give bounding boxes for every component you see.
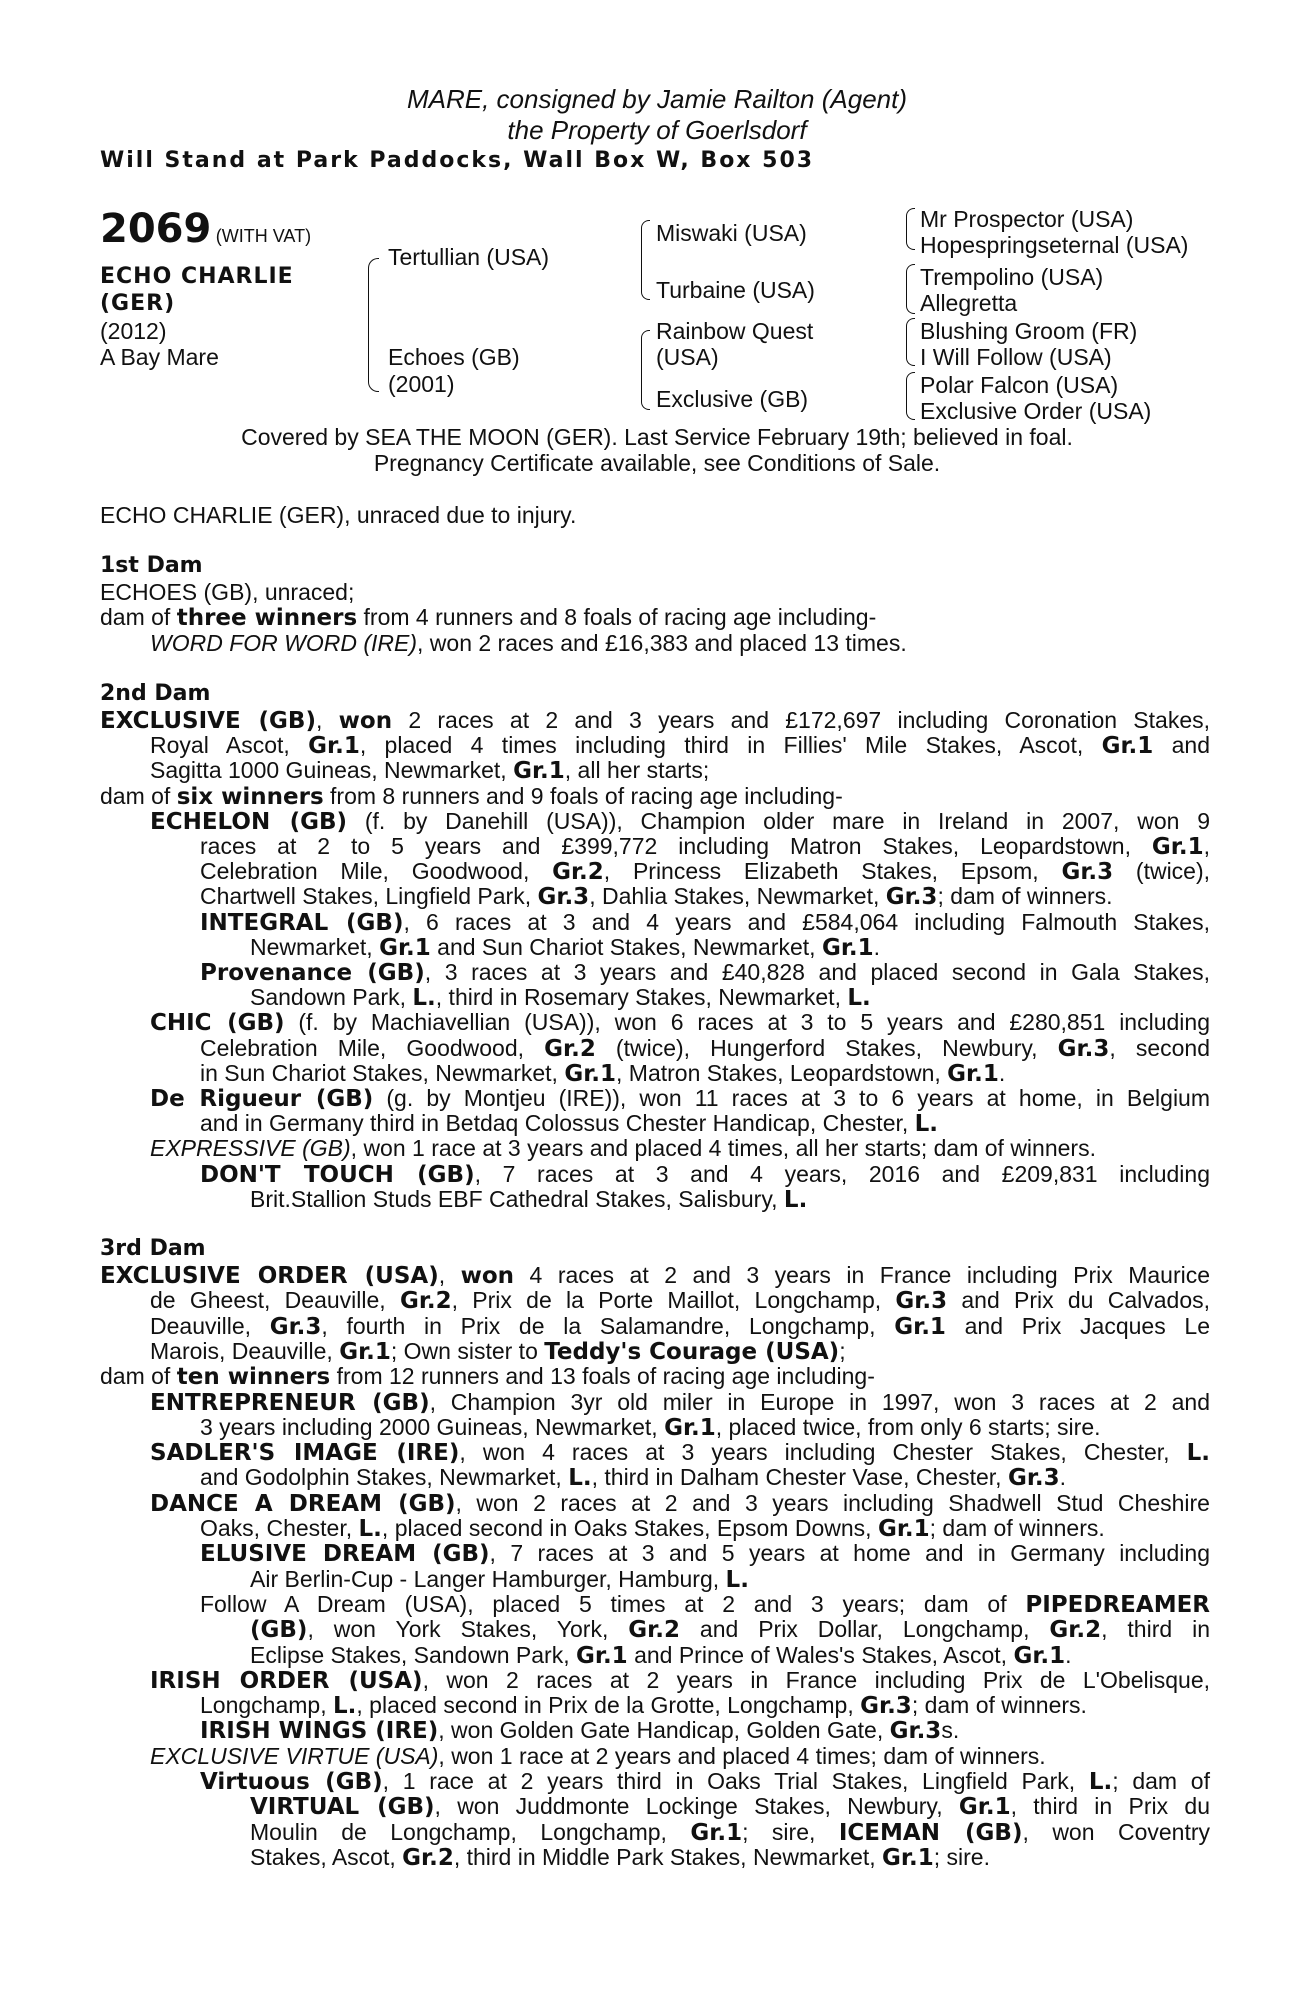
bold-run: Gr.3 <box>537 884 590 911</box>
text-run: dam of <box>100 1363 177 1390</box>
bold-run: SADLER'S IMAGE (IRE) <box>150 1440 460 1467</box>
second-dam-heading: 2nd Dam <box>100 681 211 706</box>
text-run: , placed twice, from only 6 starts; sire. <box>715 1413 1101 1440</box>
first-dam-produce <box>100 604 876 631</box>
text-run: and in Germany third in Betdaq Colossus Chester Handicap, Chester, <box>200 1110 915 1137</box>
bold-run: Gr.1 <box>379 934 431 961</box>
text-run: dam of <box>100 604 177 630</box>
bold-run: Gr.1 <box>958 1794 1011 1821</box>
text-run: (g. by Montjeu (IRE)), won 11 races at 3 to 6 years at home, in Belgium <box>373 1085 1211 1111</box>
text-run: , placed second in Oaks Stakes, Epsom Downs, <box>381 1515 878 1541</box>
bold-run: ten winners <box>176 1364 331 1391</box>
dam-name: Echoes (GB) <box>388 344 520 370</box>
bold-run: Virtuous (GB) <box>200 1769 383 1795</box>
pedigree-bracket-rainbow-quest <box>906 318 915 366</box>
second-dam-line <box>200 1060 1005 1087</box>
second-dam-line <box>150 808 1210 835</box>
third-dam-line <box>250 1642 1072 1669</box>
second-dam-line <box>200 833 1210 860</box>
text-run: ; dam of winners. <box>911 1692 1087 1719</box>
granddam-2: Exclusive (GB) <box>656 386 809 412</box>
text-run: , <box>438 1262 461 1288</box>
text-run: 3 years including 2000 Guineas, Newmarket, <box>200 1413 665 1440</box>
text-run: Celebration Mile, Goodwood, <box>200 1034 545 1061</box>
third-dam-line <box>150 1667 1210 1694</box>
great-grandparent-8: Exclusive Order (USA) <box>920 398 1152 424</box>
bold-run: L. <box>1186 1440 1210 1467</box>
bold-run: DON'T TOUCH (GB) <box>200 1161 475 1188</box>
great-grandparent-3: Trempolino (USA) <box>920 264 1104 290</box>
text-run: , third in <box>1101 1616 1210 1643</box>
second-dam-line <box>250 1186 807 1213</box>
great-grandparent-2: Hopespringseternal (USA) <box>920 232 1189 258</box>
third-dam-line <box>100 1363 875 1390</box>
second-dam-line <box>200 959 1210 986</box>
bold-run: Gr.3 <box>895 1288 948 1315</box>
text-run: , fourth in Prix de la Salamandre, Longchamp, <box>321 1312 895 1339</box>
third-dam-line <box>250 1844 990 1871</box>
bold-run: Gr.1 <box>947 1060 999 1087</box>
horse-description: A Bay Mare <box>100 344 219 370</box>
italic-run: EXCLUSIVE VIRTUE (USA) <box>150 1742 439 1769</box>
text-run: ; <box>839 1337 846 1364</box>
bold-run: Provenance (GB) <box>200 960 425 986</box>
third-dam-line <box>150 1313 1210 1340</box>
bold-run: Gr.1 <box>513 758 565 785</box>
third-dam-line <box>200 1540 1210 1567</box>
pedigree-bracket-exclusive <box>906 372 915 420</box>
bold-run: VIRTUAL (GB) <box>250 1794 435 1821</box>
text-run: and Godolphin Stakes, Newmarket, <box>200 1464 569 1491</box>
bold-run: ECHELON (GB) <box>150 808 348 835</box>
bold-run: Gr.2 <box>544 1035 596 1062</box>
bold-run: L. <box>1088 1769 1113 1795</box>
third-dam-line <box>200 1414 1101 1441</box>
pedigree-bracket-sire <box>641 220 650 300</box>
bold-run: six winners <box>176 783 324 810</box>
bold-run: Gr.3 <box>1007 1465 1060 1492</box>
third-dam-line <box>150 1287 1210 1314</box>
property-line: the Property of Goerlsdorf <box>507 115 807 145</box>
bold-run: Gr.2 <box>1049 1617 1102 1644</box>
text-run: , Princess Elizabeth Stakes, Epsom, <box>603 858 1062 885</box>
third-dam-line <box>200 1768 1210 1795</box>
text-run: ; dam of winners. <box>929 1515 1105 1541</box>
text-run: , all her starts; <box>564 757 710 784</box>
bold-run: ICEMAN (GB) <box>838 1819 1023 1846</box>
bold-run: Gr.1 <box>339 1338 391 1365</box>
bold-run: PIPEDREAMER <box>1025 1591 1210 1618</box>
bold-run: Gr.2 <box>402 1844 454 1871</box>
second-dam-line <box>150 1009 1210 1036</box>
text-run: from 8 runners and 9 foals of racing age including- <box>323 782 843 809</box>
text-run: Marois, Deauville, <box>150 1337 340 1364</box>
text-run: . <box>1059 1464 1067 1491</box>
second-dam-line <box>200 1110 938 1137</box>
bold-run: Teddy's Courage (USA) <box>544 1338 840 1365</box>
text-run: Sagitta 1000 Guineas, Newmarket, <box>150 757 514 784</box>
text-run: Celebration Mile, Goodwood, <box>200 858 553 885</box>
second-dam-line <box>150 1085 1210 1112</box>
second-dam-line <box>200 1035 1210 1062</box>
bold-run: Gr.1 <box>664 1414 716 1441</box>
bold-run: EXCLUSIVE (GB) <box>100 708 316 734</box>
third-dam-line <box>150 1439 1210 1466</box>
text-run: , Matron Stakes, Leopardstown, <box>616 1059 948 1086</box>
text-run: Longchamp, <box>200 1692 333 1719</box>
text-run: (twice), <box>1113 858 1211 885</box>
text-run: . <box>873 933 881 960</box>
text-run: , third in Middle Park Stakes, Newmarket, <box>453 1843 883 1870</box>
bold-run: Gr.1 <box>882 1844 934 1871</box>
second-dam-line <box>250 934 880 961</box>
text-run: de Gheest, Deauville, <box>150 1287 400 1314</box>
bold-run: Gr.3 <box>889 1718 942 1745</box>
text-run: ; dam of <box>1112 1768 1210 1794</box>
text-run: . <box>998 1059 1006 1086</box>
bold-run: Gr.1 <box>564 1060 617 1087</box>
text-run: (f. by Danehill (USA)), Champion older mare in Ireland in 2007, won 9 <box>347 807 1210 834</box>
third-dam-line <box>150 1743 1046 1770</box>
text-run: Sandown Park, <box>250 984 413 1011</box>
second-dam-line <box>250 984 871 1011</box>
bold-run: L. <box>568 1465 592 1492</box>
bold-run: (GB) <box>250 1617 308 1644</box>
bold-run: Gr.1 <box>894 1313 946 1340</box>
second-dam-line <box>150 757 709 784</box>
text-run: Oaks, Chester, <box>200 1515 359 1541</box>
bold-run: L. <box>725 1566 749 1593</box>
text-run: Chartwell Stakes, Lingfield Park, <box>200 883 538 910</box>
text-run: , won 2 races at 2 years in France including Prix de L'Obelisque, <box>422 1666 1211 1693</box>
bold-run: Gr.1 <box>576 1642 628 1669</box>
bold-run: ENTREPRENEUR (GB) <box>150 1389 430 1416</box>
text-run: and Sun Chariot Stakes, Newmarket, <box>430 933 822 960</box>
text-run: s. <box>941 1717 960 1744</box>
bold-run: Gr.1 <box>877 1516 930 1542</box>
second-dam-line <box>150 732 1210 759</box>
text-run: , won Juddmonte Lockinge Stakes, Newbury, <box>434 1793 959 1820</box>
text-run: and Prince of Wales's Stakes, Ascot, <box>627 1641 1014 1668</box>
bold-run: INTEGRAL (GB) <box>200 909 404 936</box>
text-run: and Prix Dollar, Longchamp, <box>679 1616 1050 1643</box>
text-run: and <box>1153 732 1211 759</box>
great-grandparent-1: Mr Prospector (USA) <box>920 206 1134 232</box>
text-run: , won Golden Gate Handicap, Golden Gate, <box>438 1717 890 1744</box>
text-run: , won 2 races at 2 and 3 years including Shadwell Stud Cheshire <box>455 1489 1210 1516</box>
bold-run: won <box>338 708 393 734</box>
text-run: , 6 races at 3 and 4 years and £584,064 including Falmouth Stakes, <box>403 908 1210 935</box>
text-run: , won 1 race at 2 years and placed 4 times; dam of winners. <box>438 1742 1046 1769</box>
third-dam-line <box>250 1819 1210 1846</box>
second-dam-line <box>200 858 1210 885</box>
bold-run: Gr.1 <box>1151 834 1204 860</box>
text-run: Brit.Stallion Studs EBF Cathedral Stakes, Salisbury, <box>250 1185 784 1212</box>
text-run: ; sire. <box>933 1843 990 1870</box>
text-run: , won 2 races and £16,383 and placed 13 times. <box>417 630 907 656</box>
bold-run: De Rigueur (GB) <box>150 1086 374 1112</box>
text-run: dam of <box>100 782 177 809</box>
text-run: and Prix Jacques Le <box>945 1312 1210 1339</box>
third-dam-line <box>250 1793 1210 1820</box>
text-run: , placed 4 times including third in Fillies' Mile Stakes, Ascot, <box>359 732 1102 759</box>
second-dam-line <box>150 1135 1096 1162</box>
text-run: , won Coventry <box>1022 1818 1211 1845</box>
first-dam-progeny <box>150 630 907 657</box>
italic-run: WORD FOR WORD (IRE) <box>150 630 418 656</box>
bold-run: Gr.1 <box>1101 733 1154 760</box>
vat-note: (WITH VAT) <box>215 226 312 246</box>
bold-run: Gr.3 <box>1057 1035 1110 1062</box>
bold-run: Gr.2 <box>628 1617 680 1644</box>
bold-run: Gr.3 <box>885 884 938 911</box>
first-dam-line: ECHOES (GB), unraced; <box>100 579 355 605</box>
text-run: ; dam of winners. <box>937 883 1113 910</box>
third-dam-line <box>200 1464 1066 1491</box>
text-run: in Sun Chariot Stakes, Newmarket, <box>200 1059 565 1086</box>
bold-run: Gr.3 <box>860 1693 912 1720</box>
horse-name: ECHO CHARLIE <box>100 264 294 289</box>
consignor-line: MARE, consigned by Jamie Railton (Agent) <box>406 84 907 114</box>
text-run: , Prix de la Porte Maillot, Longchamp, <box>451 1287 896 1314</box>
grandsire-1: Miswaki (USA) <box>656 220 807 246</box>
text-run: Deauville, <box>150 1312 270 1339</box>
text-run: , <box>1203 833 1210 859</box>
second-dam-line <box>100 707 1210 734</box>
text-run: . <box>1065 1641 1072 1668</box>
text-run: races at 2 to 5 years and £399,772 including Matron Stakes, Leopardstown, <box>200 833 1152 859</box>
third-dam-line <box>200 1692 1087 1719</box>
bold-run: Gr.3 <box>269 1313 322 1340</box>
bold-run: IRISH WINGS (IRE) <box>200 1718 439 1745</box>
pedigree-bracket-parents <box>368 258 379 392</box>
text-run: Royal Ascot, <box>150 732 309 759</box>
lot-number: 2069 <box>100 206 212 252</box>
grandsire-2: Rainbow Quest <box>656 318 814 344</box>
bold-run: Gr.2 <box>399 1288 452 1315</box>
great-grandparent-7: Polar Falcon (USA) <box>920 372 1119 398</box>
granddam-1: Turbaine (USA) <box>656 277 815 303</box>
second-dam-line <box>200 909 1210 936</box>
text-run: Eclipse Stakes, Sandown Park, <box>250 1641 576 1668</box>
text-run: ; sire, <box>742 1818 839 1845</box>
text-run: ; Own sister to <box>390 1337 545 1364</box>
text-run: , placed second in Prix de la Grotte, Longchamp, <box>356 1692 861 1719</box>
text-run: and Prix du Calvados, <box>947 1287 1211 1314</box>
text-run: Moulin de Longchamp, Longchamp, <box>250 1818 691 1845</box>
third-dam-line <box>250 1566 749 1593</box>
text-run: Newmarket, <box>250 933 380 960</box>
text-run: , <box>315 707 339 733</box>
pedigree-bracket-turbaine <box>906 264 915 314</box>
text-run: Air Berlin-Cup - Langer Hamburger, Hamburg, <box>250 1565 726 1592</box>
third-dam-line <box>100 1262 1210 1289</box>
bold-run: Gr.1 <box>1013 1642 1066 1669</box>
bold-run: L. <box>358 1516 382 1542</box>
bold-run: Gr.1 <box>308 733 360 760</box>
text-run: , 7 races at 3 and 5 years at home and in Germany including <box>489 1540 1210 1567</box>
bold-run: EXCLUSIVE ORDER (USA) <box>100 1263 439 1289</box>
bold-run: CHIC (GB) <box>150 1010 285 1037</box>
third-dam-line <box>150 1389 1210 1416</box>
third-dam-line <box>200 1591 1210 1618</box>
text-run: , second <box>1109 1034 1211 1061</box>
text-run: , 1 race at 2 years third in Oaks Trial Stakes, Lingfield Park, <box>382 1768 1089 1794</box>
text-run: , won York Stakes, York, <box>307 1616 629 1643</box>
second-dam-line <box>100 783 843 810</box>
pedigree-bracket-dam <box>641 330 650 410</box>
text-run: (twice), Hungerford Stakes, Newbury, <box>595 1034 1058 1061</box>
text-run: (f. by Machiavellian (USA)), won 6 races at 3 to 5 years and £280,851 including <box>284 1009 1210 1036</box>
text-run: 2 races at 2 and 3 years and £172,697 including Coronation Stakes, <box>392 707 1211 733</box>
text-run: , 7 races at 3 and 4 years, 2016 and £209,831 including <box>474 1160 1210 1187</box>
second-dam-line <box>200 883 1113 910</box>
bold-run: Gr.2 <box>552 859 604 886</box>
text-run: , Dahlia Stakes, Newmarket, <box>589 883 886 910</box>
third-dam-line <box>150 1338 846 1365</box>
sire-name: Tertullian (USA) <box>388 244 550 270</box>
text-run: , won 1 race at 3 years and placed 4 times, all her starts; dam of winners. <box>350 1135 1096 1162</box>
stand-location: Will Stand at Park Paddocks, Wall Box W, Box 503 <box>100 148 815 173</box>
horse-country: (GER) <box>100 291 176 316</box>
bold-run: L. <box>412 985 436 1012</box>
third-dam-line <box>200 1515 1105 1542</box>
text-run: from 12 runners and 13 foals of racing age including- <box>330 1363 875 1390</box>
grandsire-2-country: (USA) <box>656 344 719 370</box>
horse-year: (2012) <box>100 318 167 344</box>
text-run: Stakes, Ascot, <box>250 1843 403 1870</box>
text-run: , third in Dalham Chester Vase, Chester, <box>591 1464 1008 1491</box>
third-dam-line <box>200 1717 959 1744</box>
bold-run: Gr.1 <box>821 934 874 961</box>
great-grandparent-5: Blushing Groom (FR) <box>920 318 1138 344</box>
pedigree-bracket-miswaki <box>906 208 915 250</box>
text-run: 4 races at 2 and 3 years in France including Prix Maurice <box>514 1262 1211 1288</box>
third-dam-line <box>150 1490 1210 1517</box>
unraced-note: ECHO CHARLIE (GER), unraced due to injury. <box>100 502 577 528</box>
italic-run: EXPRESSIVE (GB) <box>150 1135 351 1162</box>
text-run: Follow A Dream (USA), placed 5 times at 2 and 3 years; dam of <box>200 1590 1026 1617</box>
text-run: from 4 runners and 8 foals of racing age including- <box>357 604 877 630</box>
bold-run: Gr.1 <box>690 1819 743 1846</box>
dam-year: (2001) <box>388 371 455 397</box>
bold-run: DANCE A DREAM (GB) <box>150 1490 456 1517</box>
bold-run: ELUSIVE DREAM (GB) <box>200 1541 490 1568</box>
covered-line: Covered by SEA THE MOON (GER). Last Service February 19th; believed in foal. <box>241 424 1073 450</box>
second-dam-line <box>200 1161 1210 1188</box>
great-grandparent-4: Allegretta <box>920 290 1018 316</box>
pregnancy-line: Pregnancy Certificate available, see Conditions of Sale. <box>373 450 941 476</box>
text-run: , third in Rosemary Stakes, Newmarket, <box>435 984 848 1011</box>
text-run: , Champion 3yr old miler in Europe in 1997, won 3 races at 2 and <box>429 1388 1210 1415</box>
third-dam-line <box>250 1616 1210 1643</box>
great-grandparent-6: I Will Follow (USA) <box>920 344 1112 370</box>
bold-run: L. <box>332 1693 357 1720</box>
first-dam-heading: 1st Dam <box>100 553 203 578</box>
third-dam-heading: 3rd Dam <box>100 1236 206 1261</box>
bold-run: won <box>460 1263 515 1289</box>
bold-run: L. <box>847 985 871 1012</box>
bold-run: three winners <box>176 605 358 631</box>
bold-run: IRISH ORDER (USA) <box>150 1667 423 1694</box>
text-run: , third in Prix du <box>1010 1793 1210 1820</box>
bold-run: L. <box>783 1186 808 1213</box>
lot-number-row <box>100 206 311 252</box>
bold-run: L. <box>914 1111 939 1138</box>
bold-run: Gr.3 <box>1061 859 1114 886</box>
text-run: , won 4 races at 3 years including Chester Stakes, Chester, <box>459 1439 1187 1466</box>
text-run: , 3 races at 3 years and £40,828 and placed second in Gala Stakes, <box>424 959 1210 985</box>
